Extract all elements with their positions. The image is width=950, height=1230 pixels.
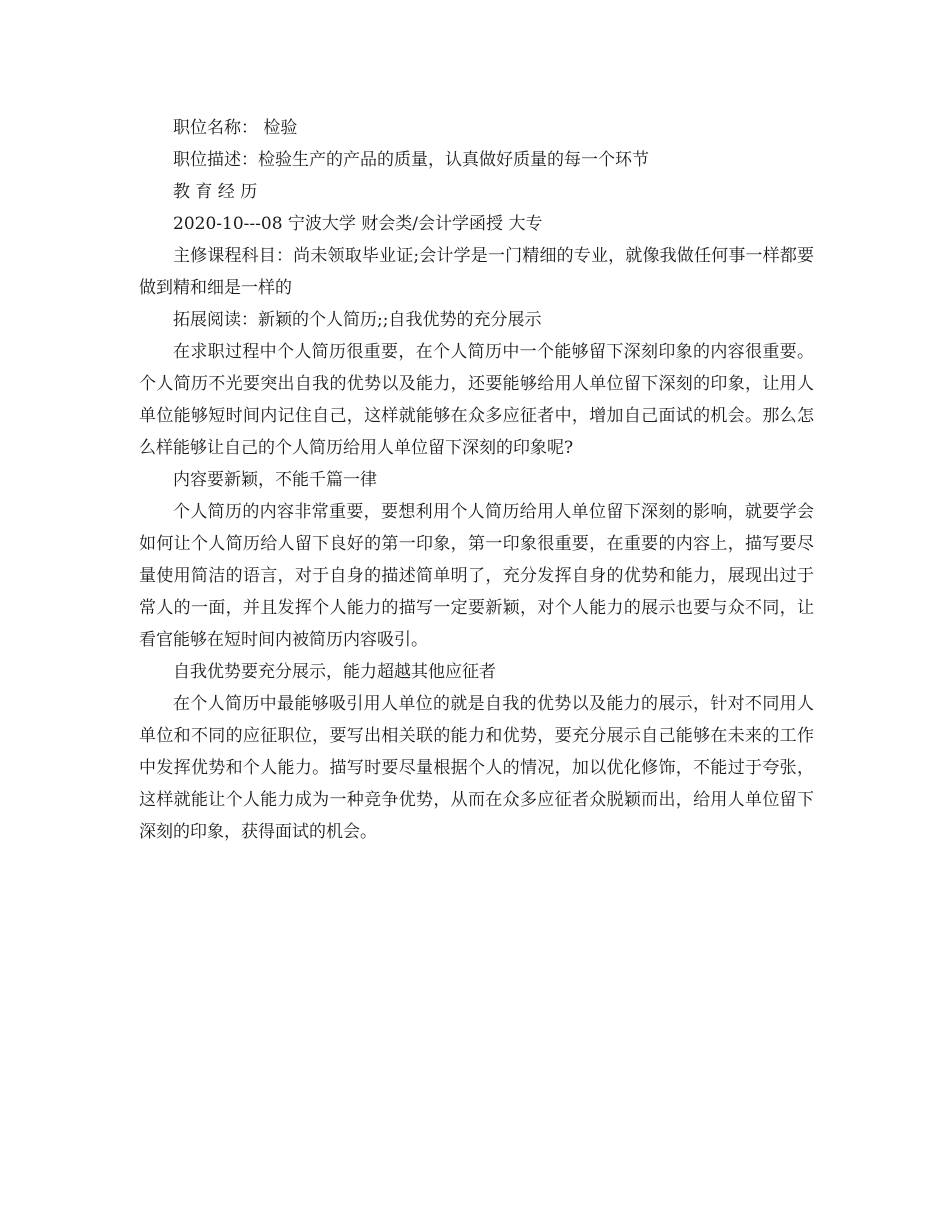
document-page <box>139 112 814 848</box>
section-heading-advantages: 自我优势要充分展示，能力超越其他应征者 <box>173 662 496 682</box>
job-description-line: 职位描述：检验生产的产品的质量，认真做好质量的每一个环节 <box>173 150 649 170</box>
major-courses-paragraph: 主修课程科目：尚未领取毕业证;会计学是一门精细的专业，就像我做任何事一样都要做到精和细是一样的 <box>139 246 814 298</box>
section-heading-novel-content: 内容要新颖，不能千篇一律 <box>173 470 377 490</box>
advantages-paragraph: 在个人简历中最能够吸引用人单位的就是自我的优势以及能力的展示，针对不同用人单位和不同的应征职位，要写出相关联的能力和优势，要充分展示自己能够在未来的工作中发挥优势和个人能力。描写时要尽量根据个人的情况，加以优化修饰，不能过于夸张，这样就能让个人能力成为一种竞争优势，从而在众多应征者众脱颖而出，给用人单位留下深刻的印象，获得面试的机会。 <box>139 694 814 842</box>
intro-paragraph: 在求职过程中个人简历很重要，在个人简历中一个能够留下深刻印象的内容很重要。个人简历不光要突出自我的优势以及能力，还要能够给用人单位留下深刻的印象，让用人单位能够短时间内记住自己，这样就能够在众多应征者中，增加自己面试的机会。那么怎么样能够让自己的个人简历给用人单位留下深刻的印象呢? <box>139 342 814 458</box>
extended-reading-heading: 拓展阅读：新颖的个人简历;;自我优势的充分展示 <box>173 310 542 330</box>
education-entry: 2020-10---08 宁波大学 财会类/会计学函授 大专 <box>173 214 543 234</box>
job-title-line: 职位名称： 检验 <box>173 118 298 138</box>
education-heading: 教 育 经 历 <box>173 182 258 202</box>
novel-content-paragraph: 个人简历的内容非常重要，要想利用个人简历给用人单位留下深刻的影响，就要学会如何让个人简历给人留下良好的第一印象，第一印象很重要，在重要的内容上，描写要尽量使用简洁的语言，对于自身的描述简单明了，充分发挥自身的优势和能力，展现出过于常人的一面，并且发挥个人能力的描写一定要新颖，对个人能力的展示也要与众不同，让看官能够在短时间内被简历内容吸引。 <box>139 502 814 650</box>
